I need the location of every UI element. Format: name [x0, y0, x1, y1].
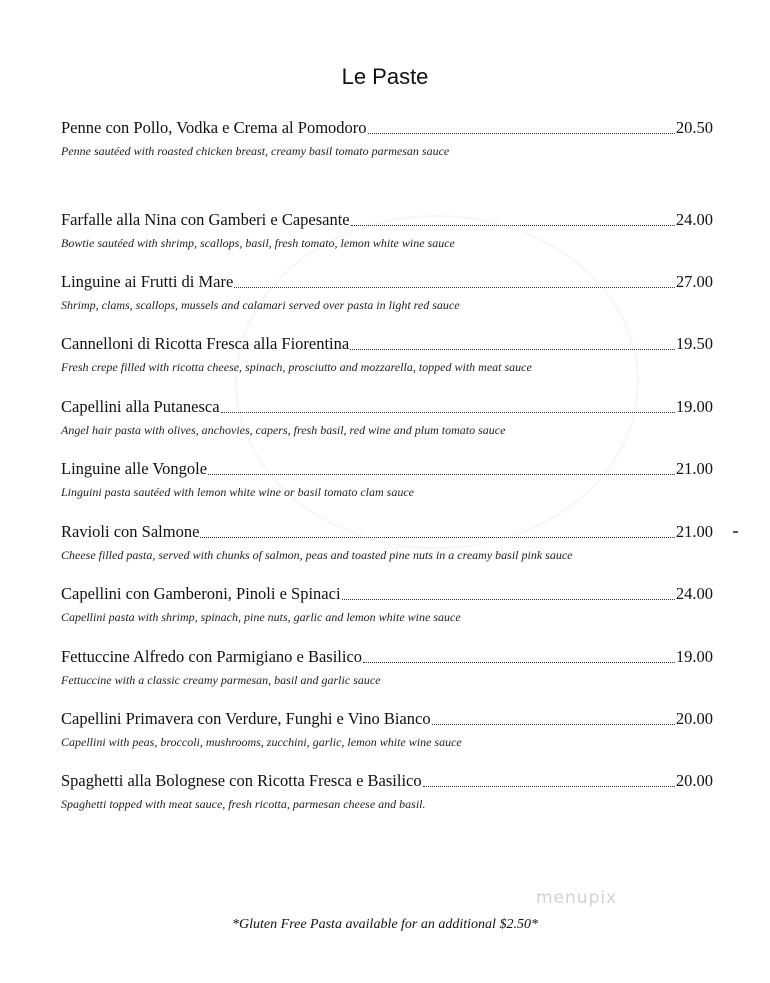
item-price: 27.00 — [675, 272, 713, 291]
menu-item — [61, 584, 713, 625]
item-description: Capellini pasta with shrimp, spinach, pine nuts, garlic and lemon white wine sauce — [61, 610, 461, 624]
item-name: Capellini alla Putanesca — [61, 397, 220, 416]
menu-item — [61, 272, 713, 313]
dot-leader — [432, 723, 675, 725]
item-name: Capellini Primavera con Verdure, Funghi e Vino Bianco — [61, 709, 431, 728]
item-description: Cheese filled pasta, served with chunks of salmon, peas and toasted pine nuts in a creamy basil pink sauce — [61, 548, 573, 562]
item-description: Capellini with peas, broccoli, mushrooms, zucchini, garlic, lemon white wine sauce — [61, 735, 462, 749]
item-name: Farfalle alla Nina con Gamberi e Capesante — [61, 210, 350, 229]
item-price: 20.50 — [675, 118, 713, 137]
menu-title: Le Paste — [341, 64, 429, 89]
item-description: Penne sautéed with roasted chicken breast, creamy basil tomato parmesan sauce — [61, 144, 450, 158]
item-price: 19.50 — [675, 334, 713, 353]
item-description: Fettuccine with a classic creamy parmesan, basil and garlic sauce — [61, 673, 381, 687]
item-name: Spaghetti alla Bolognese con Ricotta Fresca e Basilico — [61, 771, 422, 790]
menu-item — [61, 522, 713, 563]
dot-leader — [423, 785, 675, 787]
dot-leader — [368, 132, 675, 134]
scan-mark — [733, 531, 738, 533]
item-name: Linguine alle Vongole — [61, 459, 208, 478]
item-name: Ravioli con Salmone — [61, 522, 200, 541]
menu-item — [61, 771, 713, 812]
dot-leader — [200, 536, 674, 538]
dot-leader — [350, 348, 675, 350]
item-price: 24.00 — [675, 210, 713, 229]
item-price: 19.00 — [675, 397, 713, 416]
item-price: 19.00 — [675, 647, 713, 666]
item-name: Fettuccine Alfredo con Parmigiano e Basilico — [61, 647, 363, 666]
dot-leader — [363, 661, 675, 663]
item-price: 21.00 — [675, 522, 713, 541]
item-description: Shrimp, clams, scallops, mussels and calamari served over pasta in light red sauce — [61, 298, 460, 312]
menu-item — [61, 118, 713, 159]
menu-item — [61, 397, 713, 438]
menu-item — [61, 210, 713, 251]
dot-leader — [221, 411, 675, 413]
item-description: Spaghetti topped with meat sauce, fresh ricotta, parmesan cheese and basil. — [61, 797, 426, 811]
dot-leader — [234, 286, 675, 288]
dot-leader — [351, 224, 675, 226]
item-description: Angel hair pasta with olives, anchovies, capers, fresh basil, red wine and plum tomato sauce — [61, 423, 506, 437]
menu-item — [61, 459, 713, 500]
item-description: Fresh crepe filled with ricotta cheese, spinach, prosciutto and mozzarella, topped with meat sauce — [61, 360, 532, 374]
item-price: 20.00 — [675, 771, 713, 790]
menu-item — [61, 709, 713, 750]
item-price: 20.00 — [675, 709, 713, 728]
item-price: 24.00 — [675, 584, 713, 603]
menu-item — [61, 647, 713, 688]
menupix-watermark: menupix — [536, 888, 618, 908]
item-price: 21.00 — [675, 459, 713, 478]
item-name: Cannelloni di Ricotta Fresca alla Fiorentina — [61, 334, 350, 353]
gluten-free-footnote: *Gluten Free Pasta available for an additional $2.50* — [232, 917, 538, 932]
item-name: Linguine ai Frutti di Mare — [61, 272, 234, 291]
item-name: Penne con Pollo, Vodka e Crema al Pomodoro — [61, 118, 367, 137]
item-name: Capellini con Gamberoni, Pinoli e Spinaci — [61, 584, 341, 603]
dot-leader — [342, 598, 675, 600]
dot-leader — [208, 473, 675, 475]
menu-item — [61, 334, 713, 375]
item-description: Bowtie sautéed with shrimp, scallops, basil, fresh tomato, lemon white wine sauce — [61, 236, 455, 250]
item-description: Linguini pasta sautéed with lemon white wine or basil tomato clam sauce — [61, 485, 414, 499]
